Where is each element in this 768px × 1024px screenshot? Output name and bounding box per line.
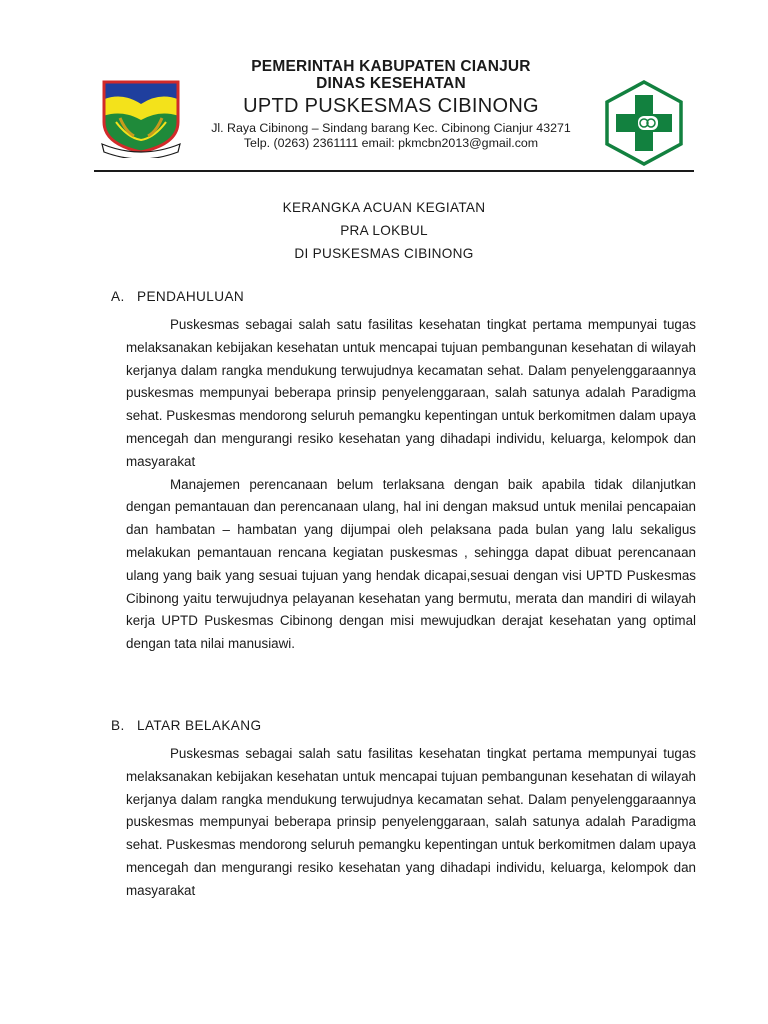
institution-address: Jl. Raya Cibinong – Sindang barang Kec. Cibinong Cianjur 43271 — [211, 121, 571, 135]
institution-name: UPTD PUSKESMAS CIBINONG — [243, 95, 539, 117]
section-latar-belakang — [111, 716, 696, 903]
institution-contact: Telp. (0263) 2361111 email: pkmcbn2013@gmail.com — [243, 136, 539, 150]
title-line-2: PRA LOKBUL — [340, 223, 428, 238]
paragraph: Puskesmas sebagai salah satu fasilitas kesehatan tingkat pertama mempunyai tugas melaksanakan kebijakan kesehatan untuk mencapai tujuan pembangunan kesehatan di wilayah kerjanya dalam rangka mendukung terwujudnya kecamatan sehat. Dalam penyelenggaraannya puskesmas mempunyai beberapa prinsip penyelenggaraan, salah satunya adalah Paradigma sehat. Puskesmas mendorong seluruh pemangku kepentingan untuk berkomitmen dalam upaya mencegah dan mengurangi resiko kesehatan yang dihadapi individu, keluarga, kelompok dan masyarakat — [126, 746, 696, 898]
section-heading — [111, 716, 696, 736]
section-heading — [111, 287, 696, 307]
section-title: LATAR BELAKANG — [137, 718, 262, 733]
government-name: PEMERINTAH KABUPATEN CIANJUR — [251, 58, 531, 75]
section-letter: A. — [111, 289, 125, 304]
section-letter: B. — [111, 718, 125, 733]
letterhead-text — [186, 58, 596, 151]
section-title: PENDAHULUAN — [137, 289, 245, 304]
paragraph: Manajemen perencanaan belum terlaksana dengan baik apabila tidak dilanjutkan dengan pemantauan dan perencanaan ulang, hal ini dengan maksud untuk menilai pencapaian dan hambatan – hambatan yang dijumpai oleh pelaksana pada bulan yang lalu sekaligus melakukan pemantauan rencana kegiatan puskesmas , sehingga dapat dibuat perencanaan ulang yang baik yang sesuai tujuan yang hendak dicapai,sesuai dengan visi UPTD Puskesmas Cibinong yaitu terwujudnya pelayanan kesehatan yang bermutu, merata dan mandiri di wilayah kerja UPTD Puskesmas Cibinong dengan misi mewujudkan derajat kesehatan yang optimal dengan tata nilai manusiawi. — [126, 476, 696, 652]
title-line-3: DI PUSKESMAS CIBINONG — [294, 246, 474, 261]
section-pendahuluan — [111, 287, 696, 656]
department-name: DINAS KESEHATAN — [316, 75, 466, 92]
paragraph: Puskesmas sebagai salah satu fasilitas kesehatan tingkat pertama mempunyai tugas melaksanakan kebijakan kesehatan untuk mencapai tujuan pembangunan kesehatan di wilayah kerjanya dalam rangka mendukung terwujudnya kecamatan sehat. Dalam penyelenggaraannya puskesmas mempunyai beberapa prinsip penyelenggaraan, salah satunya adalah Paradigma sehat. Puskesmas mendorong seluruh pemangku kepentingan untuk berkomitmen dalam upaya mencegah dan mengurangi resiko kesehatan yang dihadapi individu, keluarga, kelompok dan masyarakat — [126, 317, 696, 469]
regency-crest-icon — [98, 78, 184, 158]
title-line-1: KERANGKA ACUAN KEGIATAN — [282, 200, 486, 215]
letterhead — [0, 58, 768, 170]
document-title — [0, 196, 768, 265]
letterhead-divider — [94, 170, 694, 172]
puskesmas-hexagon-cross-icon — [604, 80, 684, 166]
